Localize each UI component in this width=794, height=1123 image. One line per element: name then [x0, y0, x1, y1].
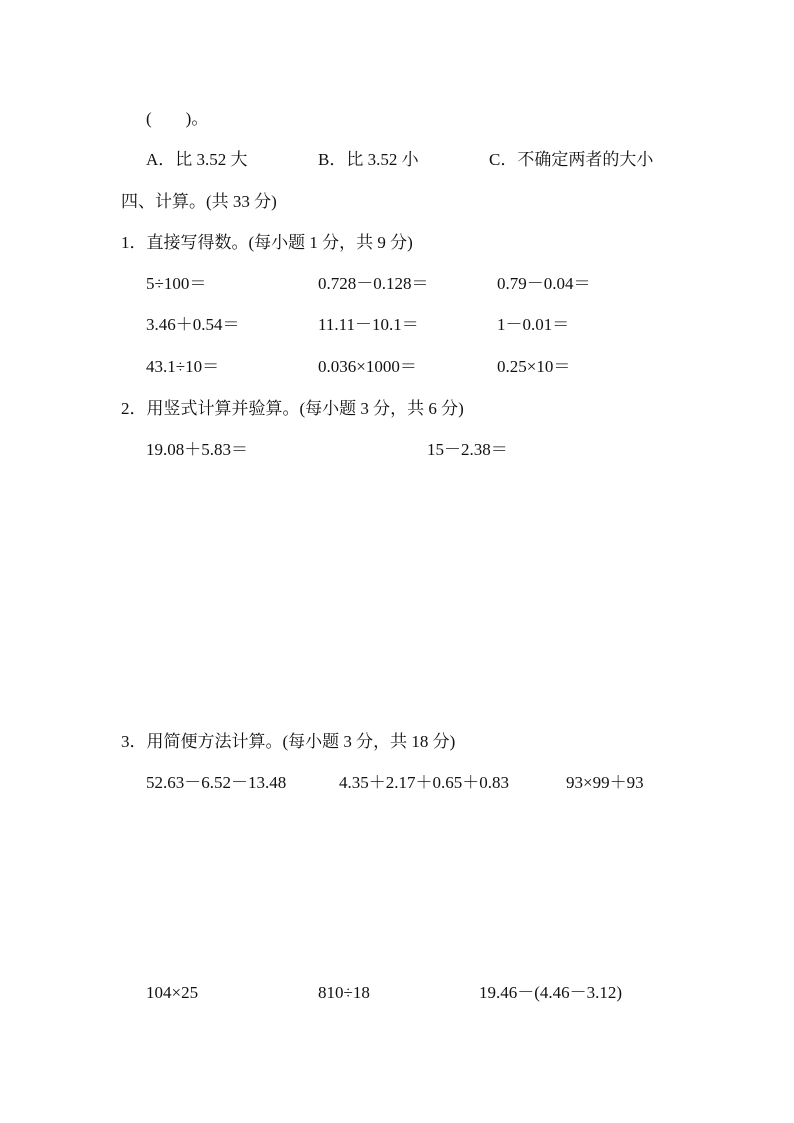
option-b — [318, 150, 419, 170]
q1-item: 43.1÷10＝ — [146, 357, 220, 376]
q2-title: 2．用竖式计算并验算。(每小题 3 分，共 6 分) — [121, 399, 464, 418]
q3-item: 810÷18 — [318, 983, 370, 1002]
q3-item: 93×99＋93 — [566, 773, 644, 792]
option-a-text: 比 3.52 大 — [175, 150, 248, 169]
q1-item: 0.036×1000＝ — [318, 357, 417, 376]
q2-item: 15－2.38＝ — [427, 440, 508, 459]
q3-title: 3．用简便方法计算。(每小题 3 分，共 18 分) — [121, 732, 456, 751]
option-b-letter: B． — [318, 150, 347, 169]
q1-item: 1－0.01＝ — [497, 315, 570, 334]
q1-item: 5÷100＝ — [146, 274, 207, 293]
option-c-letter: C． — [489, 150, 518, 169]
section-heading: 四、计算。(共 33 分) — [121, 192, 277, 211]
option-a — [146, 150, 248, 170]
q2-item: 19.08＋5.83＝ — [146, 440, 248, 459]
option-a-letter: A． — [146, 150, 176, 169]
option-c — [489, 150, 653, 170]
q1-item: 0.79－0.04＝ — [497, 274, 591, 293]
answer-blank: ( )。 — [146, 109, 209, 128]
q1-item: 0.728－0.128＝ — [318, 274, 429, 293]
q1-item: 3.46＋0.54＝ — [146, 315, 240, 334]
q1-item: 11.11－10.1＝ — [318, 315, 419, 334]
q1-item: 0.25×10＝ — [497, 357, 571, 376]
q3-item: 104×25 — [146, 983, 199, 1002]
q3-item: 52.63－6.52－13.48 — [146, 773, 287, 792]
option-c-text: 不确定两者的大小 — [517, 150, 654, 169]
option-b-text: 比 3.52 小 — [346, 150, 419, 169]
q3-item: 19.46－(4.46－3.12) — [479, 983, 623, 1002]
q3-item: 4.35＋2.17＋0.65＋0.83 — [339, 773, 509, 792]
q1-title: 1．直接写得数。(每小题 1 分，共 9 分) — [121, 233, 413, 252]
